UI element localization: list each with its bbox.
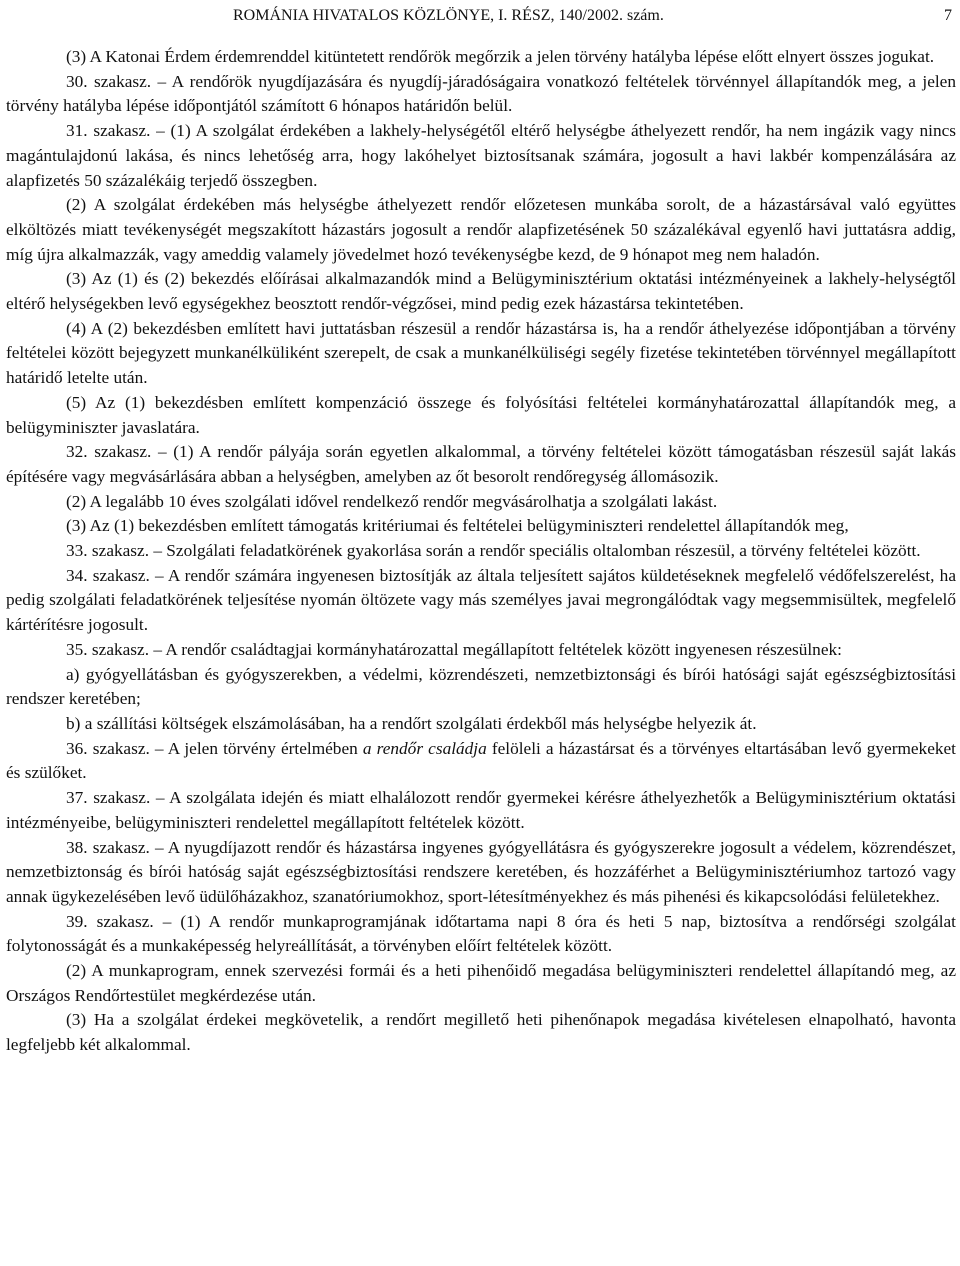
paragraph: (2) A legalább 10 éves szolgálati idővel rendelkező rendőr megvásárolhatja a szolgálati lakást. — [66, 491, 718, 511]
page-number: 7 — [944, 7, 952, 24]
defined-term: a rendőr családja — [362, 738, 487, 758]
paragraph: 39. szakasz. – (1) A rendőr munkaprogramjának időtartama napi 8 óra és heti 5 nap, biztosítva a rendőrségi szolgálat folytonosságát és a munkaképesség helyreállítását, a törvényben előírt feltételek között. — [6, 911, 956, 956]
paragraph: 31. szakasz. – (1) A szolgálat érdekében a lakhely-helységétől eltérő helységbe áthelyezett rendőr, ha nem ingázik vagy nincs magántulajdonú lakása, és nincs lehetőség arra, hogy lakóhelyet biztosítsanak számára, jogosult a havi lakbér kompenzálására az alapfizetés 50 százalékáig terjedő összegben. — [6, 121, 956, 190]
paragraph: 35. szakasz. – A rendőr családtagjai kormányhatározattal megállapított feltételek között ingyenesen részesülnek: — [66, 639, 842, 659]
paragraph: (3) Ha a szolgálat érdekei megkövetelik, a rendőrt megillető heti pihenőnapok megadása kivételesen elnapolható, havonta legfeljebb két alkalommal. — [6, 1010, 956, 1055]
paragraph: 33. szakasz. – Szolgálati feladatkörének gyakorlása során a rendőr speciális oltalomban részesül, a törvény feltételei között. — [66, 541, 921, 561]
paragraph-36-start: 36. szakasz. – A jelen törvény értelmében — [66, 738, 363, 758]
paragraph-36 — [6, 737, 956, 786]
paragraph: (3) Az (1) bekezdésben említett támogatás kritériumai és feltételei belügyminiszteri rendelettel állapítandók meg, — [66, 516, 849, 536]
paragraph: 38. szakasz. – A nyugdíjazott rendőr és házastársa ingyenes gyógyellátásra és gyógyszerekre jogosult a védelem, közrendészet, nemzetbiztonság és bírói hatóság saját egészségbiztosítási rendszere keretében, és hozzáférhet a Belügyminisztériumhoz tartozó vagy annak ügykezelésében levő üdülőházakhoz, szanatóriumokhoz, sport-létesítményekhez és más pihenési és kikapcsolódási felületekhez. — [6, 837, 956, 906]
list-item: a) gyógyellátásban és gyógyszerekben, a védelmi, közrendészeti, nemzetbiztonsági és bírói hatósági saját egészségbiztosítási rendszer keretében; — [6, 664, 956, 709]
paragraph: 30. szakasz. – A rendőrök nyugdíjazására és nyugdíj-járadóságaira vonatkozó feltételek törvénnyel állapítandók meg, a jelen törvény hatályba lépése időpontjától számított 6 hónapos határidőn belül. — [6, 71, 956, 116]
paragraph: (2) A szolgálat érdekében más helységbe áthelyezett rendőr előzetesen munkába sorolt, de a házastársával való együttes elköltözés miatt tevékenységét megszakított házastárs jogosult a rendőr alapfizetésének 50 százalékával egyenlő havi juttatásra addig, míg újra alkalmazzák, vagy ameddig valamely jövedelmet hozó tevékenységbe kezd, de 9 hónapot meg nem haladón. — [6, 195, 956, 264]
paragraph: (2) A munkaprogram, ennek szervezési formái és a heti pihenőidő megadása belügyminiszteri rendelettel állapítandó meg, az Országos Rendőrtestület megkérdezése után. — [6, 961, 956, 1005]
paragraph: (3) A Katonai Érdem érdemrenddel kitüntetett rendőrök megőrzik a jelen törvény hatályba lépése előtt elnyert összes jogukat. — [66, 47, 935, 66]
publication-title: ROMÁNIA HIVATALOS KÖZLÖNYE, I. RÉSZ, 140/2002. szám. — [233, 7, 664, 24]
paragraph: 34. szakasz. – A rendőr számára ingyenesen biztosítják az általa teljesített sajátos küldetéseknek megfelelő védőfelszerelést, ha pedig szolgálati feladatkörének teljesítése nyomán öltözete vagy más személyes javai megrongálódtak vagy megsemmisültek, megfelelő kártérítésre jogosult. — [6, 565, 956, 635]
paragraph: (3) Az (1) és (2) bekezdés előírásai alkalmazandók mind a Belügyminisztérium oktatási intézményeinek a lakhely-helységtől eltérő helységekben levő egységekhez beosztott rendőr-végzősei, mind pedig ezek házastársa tekintetében. — [6, 269, 956, 314]
paragraph: (4) A (2) bekezdésben említett havi juttatásban részesül a rendőr házastársa is, ha a rendőr áthelyezése időpontjában a törvény feltételei között bejegyzett munkanélküliként szerepelt, de csak a munkanélküliségi segély fizetése tekintetében törvénnyel megállapított határidő letelte után. — [6, 318, 956, 388]
paragraph-36-end: felöleli a házastársat és a törvényes eltartásában levő gyermekeket és szülőket. — [6, 738, 956, 783]
paragraph: (5) Az (1) bekezdésben említett kompenzáció összege és folyósítási feltételei kormányhatározattal állapítandók meg, a belügyminiszter javaslatára. — [6, 392, 956, 437]
paragraph: 32. szakasz. – (1) A rendőr pályája során egyetlen alkalommal, a törvény feltételei között támogatásban részesül saját lakás építésére vagy megvásárlására abban a helységben, amelyben az őt besorolt rendőregység állomásozik. — [6, 442, 956, 486]
running-header — [233, 6, 952, 26]
paragraph: 37. szakasz. – A szolgálata idején és miatt elhalálozott rendőr gyermekei kérésre áthelyezhetők a Belügyminisztérium oktatási intézményeibe, belügyminiszteri rendelettel megállapított feltételek között. — [6, 788, 956, 832]
body-text — [6, 45, 956, 1058]
list-item: b) a szállítási költségek elszámolásában, ha a rendőrt szolgálati érdekből más helységbe helyezik át. — [66, 713, 757, 733]
